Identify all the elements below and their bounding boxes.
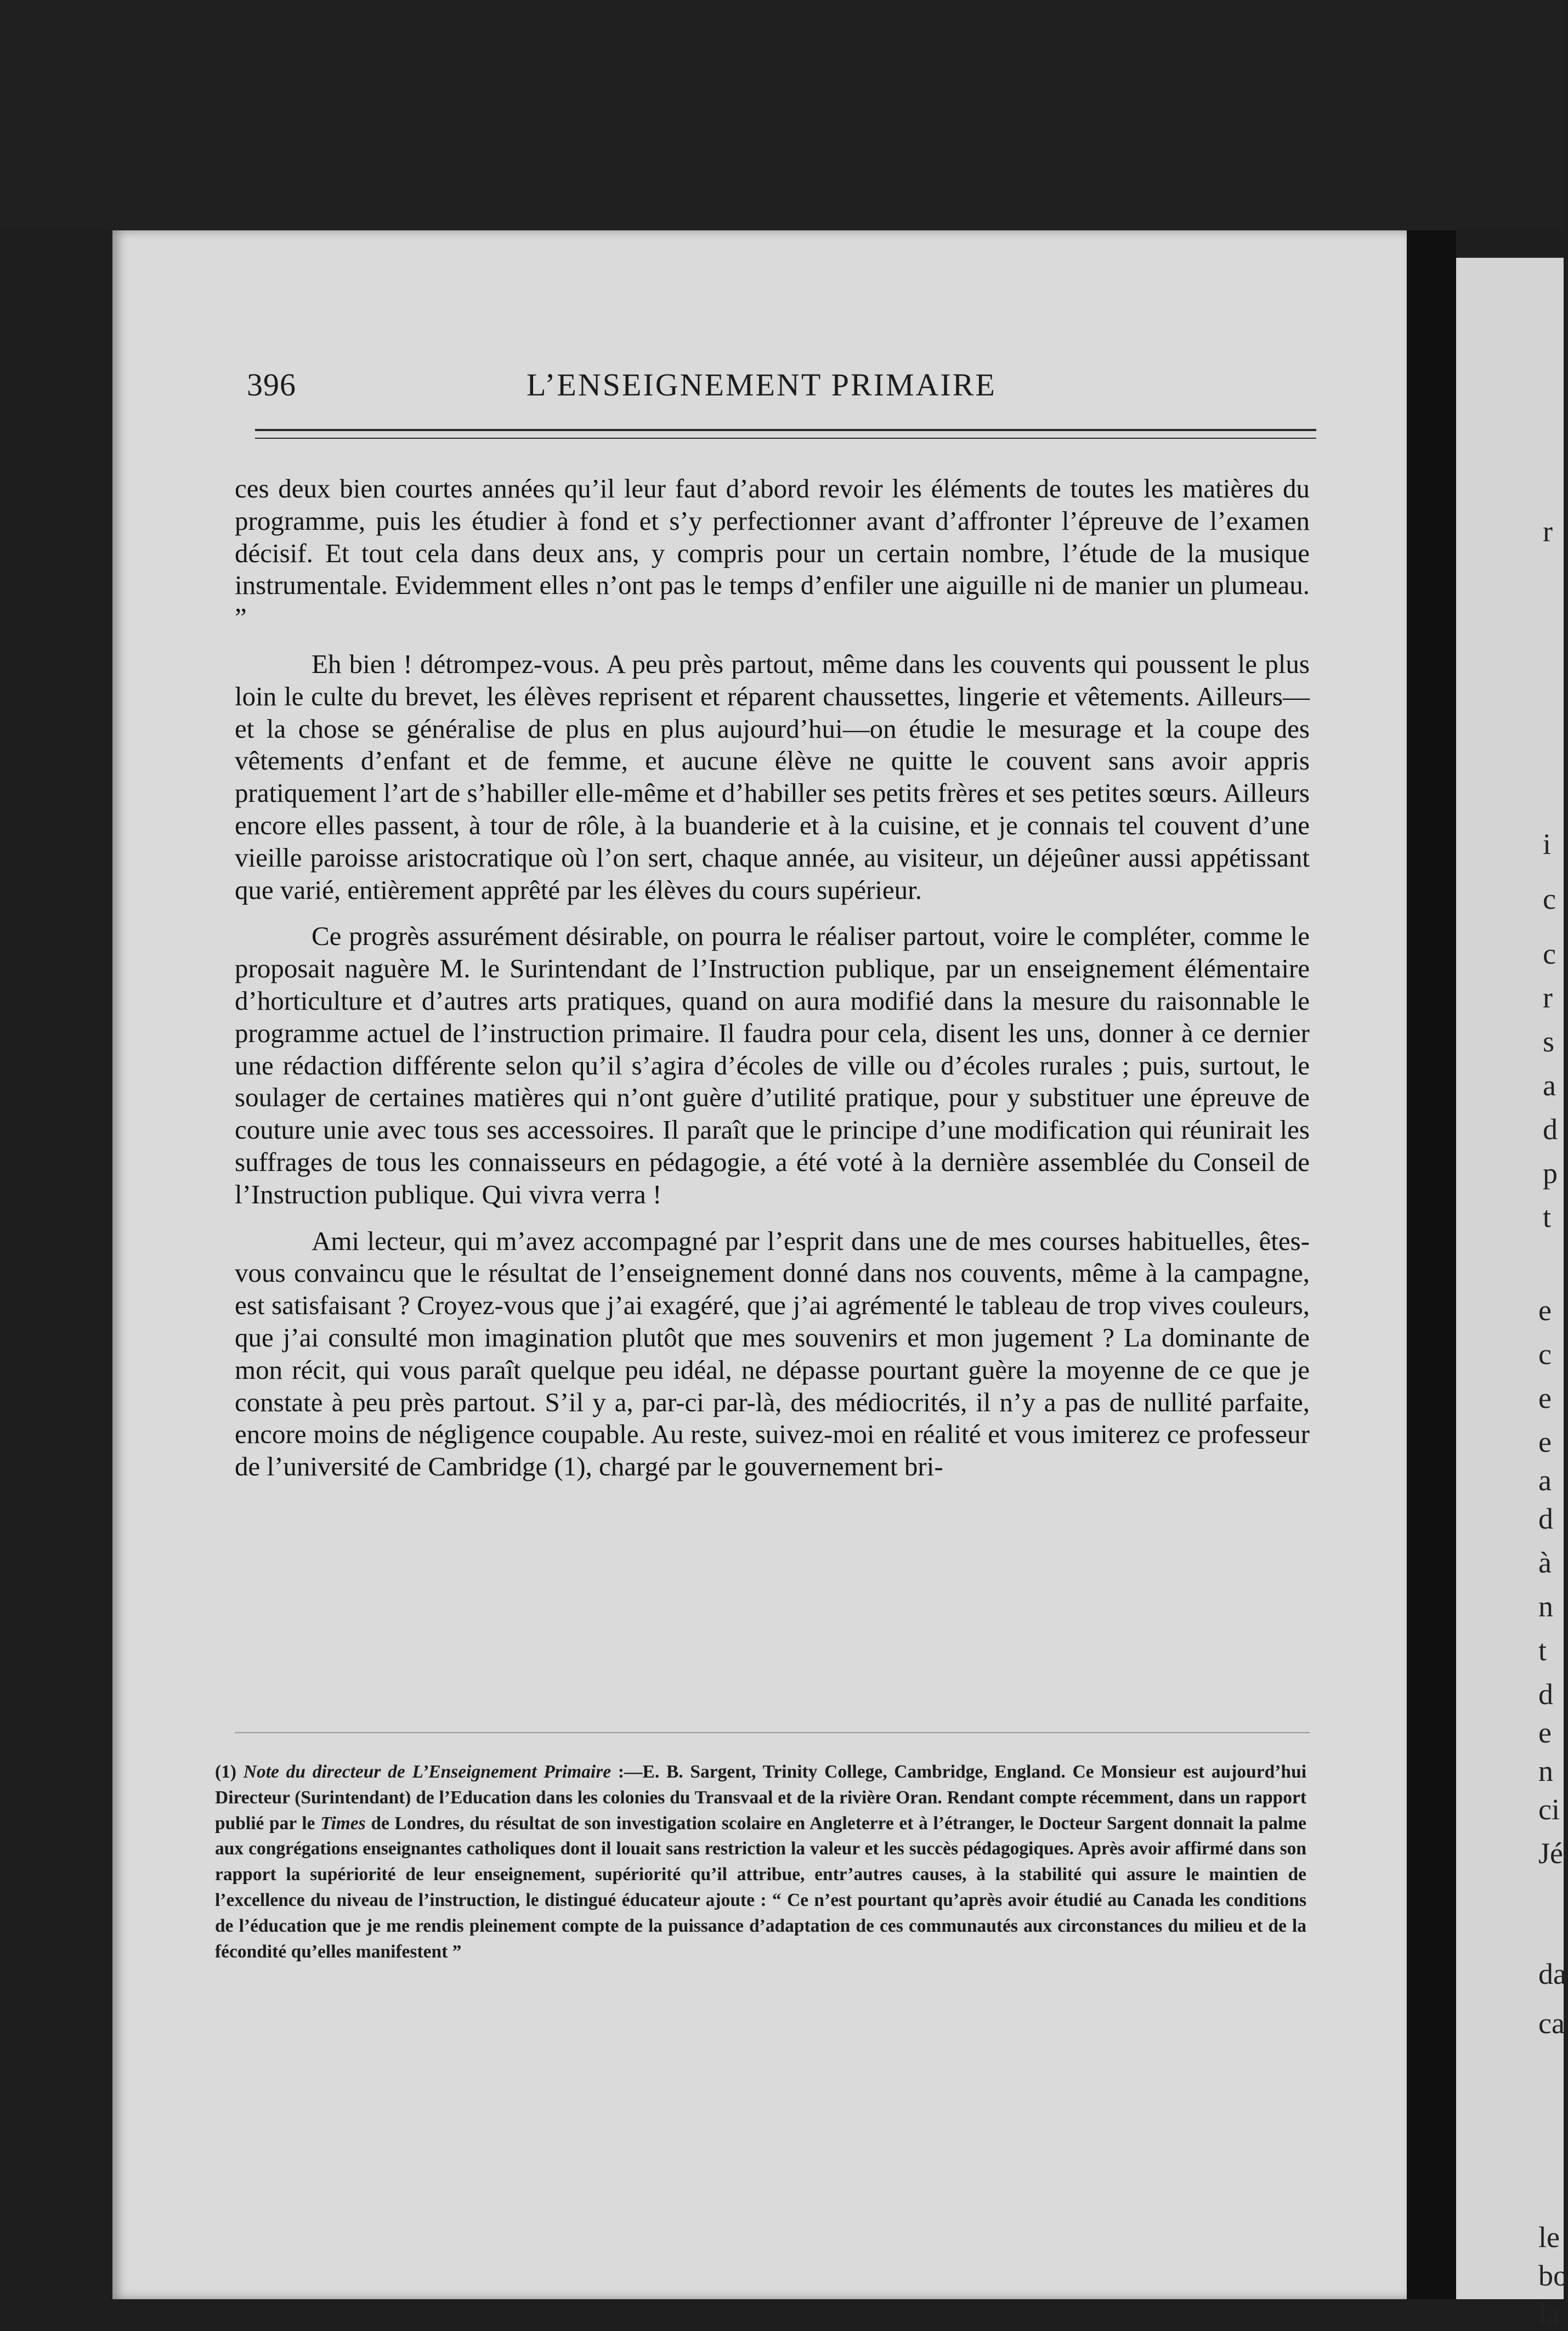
adjacent-page-fragment: p: [1543, 1157, 1558, 1190]
running-head: [247, 366, 1322, 410]
adjacent-page-fragment: d: [1538, 1502, 1553, 1535]
paragraph: Ce progrès assurément désirable, on pourra le réaliser partout, voire le compléter, comme le proposait naguère M. le Surintendant de l’Instruction publique, par un enseignement élémentaire d’horticulture et d’autres arts pratiques, quand on aura modifié dans la mesure du raisonnable le programme actuel de l’instruction primaire. Il faudra pour cela, disent les uns, donner à ce dernier une rédaction différente selon qu’il s’agira d’écoles de ville ou d’écoles rurales ; puis, surtout, le soulager de certaines matières qui n’ont guère d’utilité pratique, pour y substituer une épreuve de couture unie avec tous ses accessoires. Il paraît que le principe d’une modification qui réunirait les suffrages de tous les connaisseurs en pédagogie, a été voté à la dernière assemblée du Conseil de l’Instruction publique. Qui vivra verra !: [235, 921, 1310, 1209]
adjacent-page-fragment: e: [1538, 1425, 1552, 1458]
adjacent-page-fragment: bo: [1538, 2259, 1568, 2292]
adjacent-page-fragment: i: [1543, 828, 1552, 861]
paragraph: Ami lecteur, qui m’avez accompagné par l’esprit dans une de mes courses habituelles, êtes-vous convaincu que le résultat de l’enseignement donné dans nos couvents, même à la campagne, est satisfaisant ? Croyez-vous que j’ai exagéré, que j’ai agrémenté le tableau de trop vives couleurs, que j’ai consulté mon imagination plutôt que mes souvenirs et mon jugement ? La dominante de mon récit, qui vous paraît quelque peu idéal, ne dépasse pourtant guère la moyenne de ce que je constate à peu près partout. S’il y a, par-ci par-là, des médiocrités, il n’y a pas de nullité parfaite, encore moins de négligence coupable. Au reste, suivez-moi en réalité et vous imiterez ce professeur de l’université de Cambridge (1), chargé par le gouvernement bri-: [235, 1225, 1310, 1482]
adjacent-page-fragment: n: [1538, 1590, 1553, 1623]
adjacent-page-fragment: à: [1538, 1546, 1552, 1579]
adjacent-page-fragment: la: [1538, 2298, 1560, 2330]
adjacent-page-fragment: d: [1538, 1678, 1553, 1711]
journal-title: L’ENSEIGNEMENT PRIMAIRE: [527, 367, 997, 403]
adjacent-page-fragment: le: [1538, 2221, 1560, 2254]
adjacent-page-fragment: c: [1543, 937, 1556, 970]
footnote-separator: [235, 1732, 1310, 1733]
footnote-label: Note du directeur de L’Enseignement Primaire: [243, 1762, 612, 1782]
scan-background: [0, 0, 1564, 230]
footnote-text: :—E. B. Sargent, Trinity College, Cambridge, England. Ce Monsieur est aujourd’hui Directeur (Surintendant) de l’Education dans les colonies du Transvaal et de la rivière Oran. Rendant compte récemment, dans un rapport publié par le: [215, 1762, 1307, 1834]
paragraph: ces deux bien courtes années qu’il leur faut d’abord revoir les éléments de toutes les matières du programme, puis les étudier à fond et s’y perfectionner avant d’affronter l’épreuve de l’examen décisif. Et tout cela dans deux ans, y compris pour un certain nombre, l’étude de la musique instrumentale. Evidemment elles n’ont pas le temps d’enfiler une aiguille ni de manier un plumeau. ”: [235, 473, 1310, 633]
header-rule-thin: [255, 438, 1316, 439]
adjacent-page-fragment: a: [1543, 1069, 1556, 1102]
adjacent-page-fragment: e: [1538, 1294, 1552, 1327]
adjacent-page-fragment: d: [1543, 1113, 1558, 1146]
page-number: 396: [247, 367, 296, 403]
adjacent-page-fragment: ca: [1538, 2007, 1565, 2040]
adjacent-page-edge: [1456, 258, 1568, 2330]
book-gutter: [1407, 230, 1456, 2299]
paragraph: Eh bien ! détrompez-vous. A peu près partout, même dans les couvents qui poussent le plus loin le culte du brevet, les élèves reprisent et réparent chaussettes, lingerie et vêtements. Ailleurs—et la chose se généralise de plus en plus aujourd’hui—on étudie le mesurage et la coupe des vêtements d’enfant et de femme, et aucune élève ne quitte le couvent sans avoir appris pratiquement l’art de s’habiller elle-même et d’habiller ses petits frères et ses petites sœurs. Ailleurs encore elles passent, à tour de rôle, à la buanderie et à la cuisine, et je connais tel couvent d’une vieille paroisse aristocratique où l’on sert, chaque année, au visiteur, un déjeûner aussi appétissant que varié, entièrement apprêté par les élèves du cours supérieur.: [235, 648, 1310, 905]
adjacent-page-fragment: r: [1543, 981, 1553, 1014]
footnote-text: de Londres, du résultat de son investigation scolaire en Angleterre et à l’étranger, le Docteur Sargent donnait la palme aux congrégations enseignantes catholiques dont il louait sans restriction la valeur et les succès pédagogiques. Après avoir affirmé dans son rapport la supériorité de leur enseignement, supériorité qu’il attribue, entr’autres causes, à la stabilité qui assure le maintien de l’excellence du niveau de l’instruction, le distingué éducateur ajoute : “ Ce n’est pourtant qu’après avoir étudié au Canada les conditions de l’éducation que je me rendis pleinement compte de la puissance d’adaptation de ces communautés aux circonstances du milieu et de la fécondité qu’elles manifestent ”: [215, 1813, 1307, 1962]
adjacent-page-fragment: ci: [1538, 1793, 1560, 1826]
adjacent-page-fragment: a: [1538, 1464, 1552, 1497]
body-text: [235, 473, 1310, 1497]
adjacent-page-fragment: t: [1543, 1201, 1552, 1234]
footnote-marker: (1): [215, 1762, 237, 1782]
adjacent-page-fragment: r: [1543, 515, 1553, 548]
adjacent-page-fragment: e: [1538, 1716, 1552, 1749]
adjacent-page-fragment: Jé: [1538, 1837, 1563, 1870]
footnote-times: Times: [320, 1813, 366, 1834]
adjacent-page-fragment: s: [1543, 1025, 1555, 1058]
adjacent-page-fragment: c: [1543, 882, 1556, 915]
adjacent-page-fragment: c: [1538, 1338, 1552, 1371]
adjacent-page-fragment: da: [1538, 1957, 1566, 1990]
footnote: [215, 1759, 1306, 1965]
adjacent-page-fragment: t: [1538, 1634, 1547, 1667]
adjacent-page-fragment: n: [1538, 1755, 1553, 1787]
header-rule: [255, 429, 1316, 431]
adjacent-page-fragment: e: [1538, 1382, 1552, 1415]
